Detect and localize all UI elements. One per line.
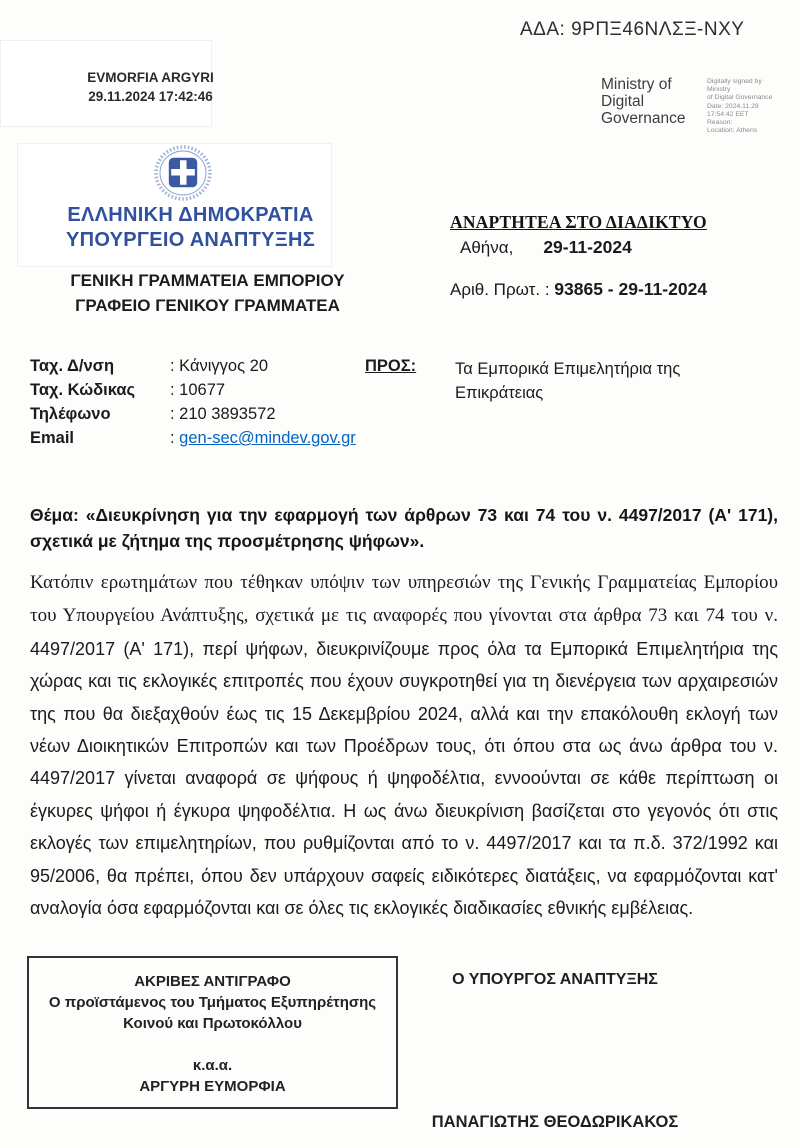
stamp-datetime: 29.11.2024 17:42:46 xyxy=(88,89,213,104)
body-paragraph-serif-part: Κατόπιν ερωτημάτων που τέθηκαν υπόψιν των υπηρεσιών της Γενικής Γραμματείας Εμπορίου του Υπουργείου Ανάπτυξης, σχετικά με τις αναφορές που γίνονται στα άρθρα 73 και 74 του ν. xyxy=(30,572,778,627)
body-paragraph-sans-part: 4497/2017 (Α' 171), περί ψήφων, διευκρινίζουμε προς όλα τα Εμπορικά Επιμελητήρια της χώρας και τις εκλογικές επιτροπές που έχουν συγκροτηθεί για τη διενέργεια των αρχαιρεσιών της που θα διεξαχθούν έως τις 15 Δεκεμβρίου 2024, αλλά και την επακόλουθη εκλογή των νέων Διοικητικών Επιτροπών και των Προέδρων τους, ότι όπου στα ως άνω άρθρα του ν. 4497/2017 γίνεται αναφορά σε ψήφους ή ψηφοδέλτια, εννοούνται σε κάθε περίπτωση οι έγκυρες ψήφοι ή έγκυρα ψηφοδέλτια. Η ως άνω διευκρίνιση βασίζεται στο γεγονός ότι στις εκλογές των επιμελητηρίων, που ρυθμίζονται από το ν. 4497/2017 και τα π.δ. 372/1992 και 95/2006, θα πρέπει, όπου δεν υπάρχουν σαφείς ειδικότερες διατάξεις, να εφαρμόζονται κατ' αναλογία όσα εφαρμόζονται και σε όλες τις εκλογικές διαδικασίες εθνικής εμβέλειας. xyxy=(30,638,778,919)
hellenic-republic-emblem-icon xyxy=(152,144,214,204)
body-paragraph xyxy=(30,566,778,924)
certification-stamp-box xyxy=(27,956,398,1109)
document-date: 29-11-2024 xyxy=(543,237,632,257)
digital-signature-details xyxy=(707,78,785,135)
cert-kaa: κ.α.α. xyxy=(192,1057,233,1074)
posting-title: ΑΝΑΡΤΗΤΕΑ ΣΤΟ ΔΙΑΔΙΚΤΥΟ xyxy=(450,212,707,232)
digital-signature-signer: Ministry of Digital Governance xyxy=(601,76,686,127)
stamp-signer-name: EVMORFIA ARGYRI xyxy=(87,70,214,85)
ada-code: ΑΔΑ: 9ΡΠΞ46ΝΛΣΞ-ΝΧΥ xyxy=(520,19,745,40)
letterhead-office: ΓΡΑΦΕΙΟ ΓΕΝΙΚΟΥ ΓΡΑΜΜΑΤΕΑ xyxy=(75,296,340,315)
contact-address-label: Ταχ. Δ/νση xyxy=(30,357,115,375)
signature-detail-line: Date: 2024.11.29 xyxy=(707,102,759,110)
timestamp-stamp xyxy=(58,68,243,106)
cert-signer-name: ΑΡΓΥΡΗ ΕΥΜΟΡΦΙΑ xyxy=(139,1078,286,1095)
signature-detail-line: Digitally signed by Ministry xyxy=(707,78,762,94)
subject-line: Θέμα: «Διευκρίνηση για την εφαρμογή των άρθρων 73 και 74 του ν. 4497/2017 (Α' 171), σχετικά με ζήτημα της προσμέτρησης ψήφων». xyxy=(30,505,778,551)
letterhead-republic: ΕΛΛΗΝΙΚΗ ΔΗΜΟΚΡΑΤΙΑ xyxy=(67,204,314,226)
signature-detail-line: Location: Athens xyxy=(707,127,758,135)
city-label: Αθήνα, xyxy=(460,238,514,257)
signature-detail-line: 17:54:42 EET xyxy=(707,110,749,118)
cert-role-line2: Κοινού και Πρωτοκόλλου xyxy=(123,1015,302,1032)
contact-address-value: : Κάνιγγος 20 xyxy=(170,357,268,375)
letterhead-ministry: ΥΠΟΥΡΓΕΙΟ ΑΝΑΠΤΥΞΗΣ xyxy=(65,229,316,251)
recipient-text: Τα Εμπορικά Επιμελητήρια της Επικράτειας xyxy=(455,360,681,402)
contact-postcode-value: : 10677 xyxy=(170,381,226,399)
signature-detail-line: of Digital Governance xyxy=(707,94,773,102)
protocol-label: Αριθ. Πρωτ. : xyxy=(450,280,555,299)
contact-phone-label: Τηλέφωνο xyxy=(30,405,111,423)
contact-email-row xyxy=(170,429,356,448)
email-colon: : xyxy=(170,429,180,447)
letterhead-secretariat: ΓΕΝΙΚΗ ΓΡΑΜΜΑΤΕΙΑ ΕΜΠΟΡΙΟΥ xyxy=(70,271,345,290)
contact-email-label: Email xyxy=(30,429,75,447)
recipient-label: ΠΡΟΣ: xyxy=(365,357,417,375)
minister-name: ΠΑΝΑΓΙΩΤΗΣ ΘΕΟΔΩΡΙΚΑΚΟΣ xyxy=(431,1113,679,1131)
minister-title: Ο ΥΠΟΥΡΓΟΣ ΑΝΑΠΤΥΞΗΣ xyxy=(452,971,658,988)
cert-role-line1: Ο προϊστάμενος του Τμήματος Εξυπηρέτησης xyxy=(48,994,377,1011)
cert-title: ΑΚΡΙΒΕΣ ΑΝΤΙΓΡΑΦΟ xyxy=(134,973,291,990)
city-date-line xyxy=(460,237,632,258)
contact-phone-value: : 210 3893572 xyxy=(170,405,276,423)
protocol-line xyxy=(450,279,707,300)
signature-detail-line: Reason: xyxy=(707,119,733,127)
protocol-number: 93865 - 29-11-2024 xyxy=(554,279,708,299)
contact-postcode-label: Ταχ. Κώδικας xyxy=(30,381,136,399)
email-link[interactable]: gen-sec@mindev.gov.gr xyxy=(179,429,356,447)
